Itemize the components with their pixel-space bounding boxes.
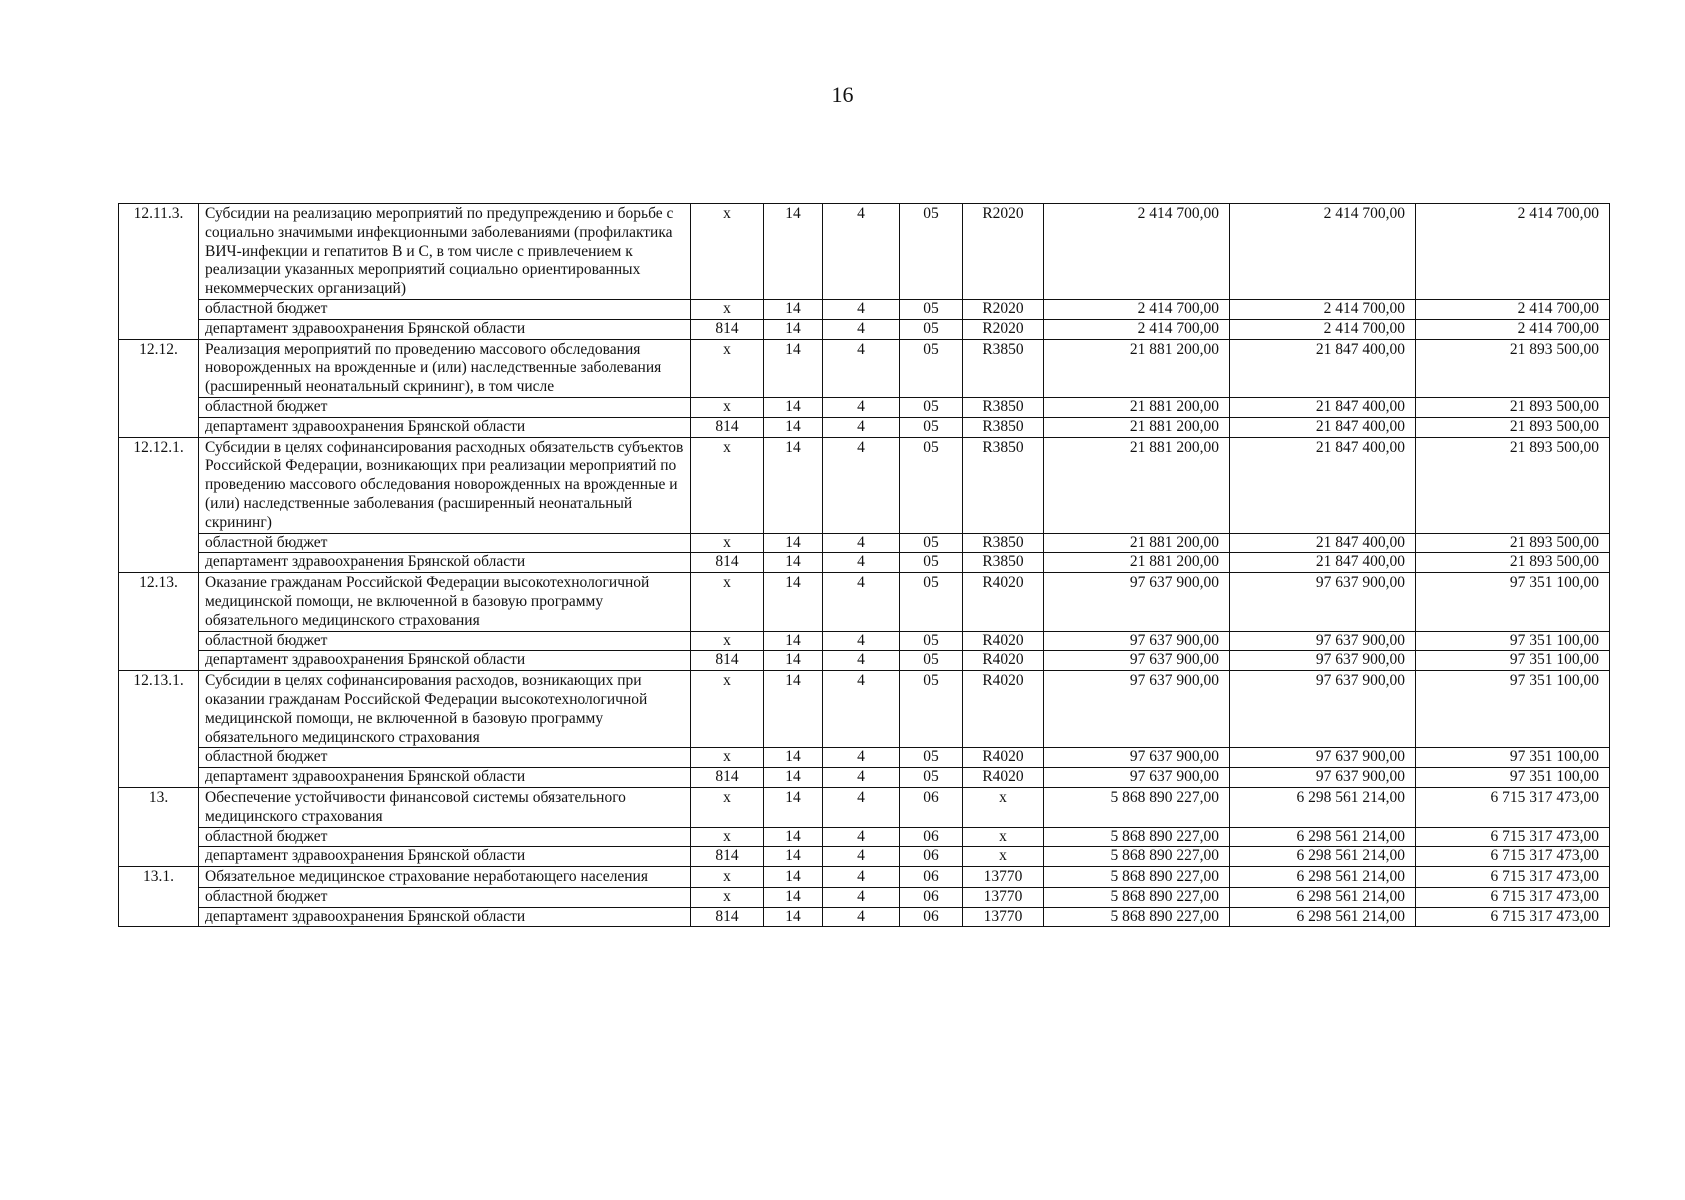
- amount-year-3: 97 351 100,00: [1416, 671, 1610, 748]
- item-number: 12.12.1.: [119, 437, 199, 573]
- table-row: [119, 339, 1610, 397]
- amount-year-2: 6 298 561 214,00: [1230, 867, 1416, 888]
- table-row: [119, 437, 1610, 533]
- table-row: [119, 651, 1610, 671]
- target-article-code: x: [963, 787, 1044, 827]
- section-code: 14: [764, 631, 823, 651]
- amount-year-3: 97 351 100,00: [1416, 631, 1610, 651]
- table-row: [119, 397, 1610, 417]
- amount-year-2: 6 298 561 214,00: [1230, 887, 1416, 907]
- grbs-code: 814: [691, 319, 764, 339]
- item-number: 12.12.: [119, 339, 199, 437]
- grbs-code: 814: [691, 768, 764, 788]
- amount-year-1: 97 637 900,00: [1044, 671, 1230, 748]
- item-name: департамент здравоохранения Брянской области: [199, 907, 691, 927]
- amount-year-1: 21 881 200,00: [1044, 553, 1230, 573]
- item-number: 13.: [119, 787, 199, 866]
- amount-year-3: 21 893 500,00: [1416, 397, 1610, 417]
- table-row: [119, 553, 1610, 573]
- table-row: [119, 887, 1610, 907]
- grbs-code: x: [691, 867, 764, 888]
- item-number: 12.11.3.: [119, 204, 199, 340]
- program-code: 06: [900, 867, 963, 888]
- amount-year-3: 21 893 500,00: [1416, 437, 1610, 533]
- amount-year-2: 97 637 900,00: [1230, 768, 1416, 788]
- amount-year-2: 21 847 400,00: [1230, 397, 1416, 417]
- amount-year-1: 5 868 890 227,00: [1044, 887, 1230, 907]
- amount-year-1: 2 414 700,00: [1044, 204, 1230, 300]
- amount-year-3: 97 351 100,00: [1416, 748, 1610, 768]
- program-code: 05: [900, 651, 963, 671]
- amount-year-1: 97 637 900,00: [1044, 748, 1230, 768]
- grbs-code: x: [691, 397, 764, 417]
- amount-year-3: 2 414 700,00: [1416, 319, 1610, 339]
- table-body: [119, 204, 1610, 927]
- amount-year-1: 5 868 890 227,00: [1044, 827, 1230, 847]
- amount-year-3: 6 715 317 473,00: [1416, 887, 1610, 907]
- program-code: 05: [900, 573, 963, 631]
- amount-year-3: 6 715 317 473,00: [1416, 867, 1610, 888]
- section-code: 14: [764, 339, 823, 397]
- section-code: 14: [764, 887, 823, 907]
- program-code: 05: [900, 768, 963, 788]
- amount-year-1: 21 881 200,00: [1044, 417, 1230, 437]
- amount-year-1: 97 637 900,00: [1044, 631, 1230, 651]
- item-number: 12.13.1.: [119, 671, 199, 788]
- section-code: 14: [764, 827, 823, 847]
- subsection-code: 4: [823, 437, 900, 533]
- amount-year-1: 5 868 890 227,00: [1044, 907, 1230, 927]
- target-article-code: 13770: [963, 887, 1044, 907]
- target-article-code: R2020: [963, 319, 1044, 339]
- target-article-code: R4020: [963, 631, 1044, 651]
- item-name: Реализация мероприятий по проведению массового обследования новорожденных на врожденные и (или) наследственные заболевания (расширенный неонатальный скрининг), в том числе: [199, 339, 691, 397]
- grbs-code: 814: [691, 417, 764, 437]
- target-article-code: 13770: [963, 867, 1044, 888]
- target-article-code: R3850: [963, 437, 1044, 533]
- page-number: 16: [831, 82, 854, 107]
- item-name: областной бюджет: [199, 631, 691, 651]
- section-code: 14: [764, 573, 823, 631]
- grbs-code: x: [691, 887, 764, 907]
- grbs-code: x: [691, 339, 764, 397]
- grbs-code: x: [691, 631, 764, 651]
- program-code: 05: [900, 748, 963, 768]
- item-name: Обеспечение устойчивости финансовой системы обязательного медицинского страхования: [199, 787, 691, 827]
- item-name: Субсидии на реализацию мероприятий по предупреждению и борьбе с социально значимыми инфекционными заболеваниями (профилактика ВИЧ-инфекции и гепатитов В и С, в том числе с привлечением к реализации указанных мероприятий социально ориентированных некоммерческих организаций): [199, 204, 691, 300]
- item-number: 13.1.: [119, 867, 199, 927]
- amount-year-3: 21 893 500,00: [1416, 553, 1610, 573]
- amount-year-2: 6 298 561 214,00: [1230, 847, 1416, 867]
- table-row: [119, 907, 1610, 927]
- amount-year-2: 6 298 561 214,00: [1230, 787, 1416, 827]
- subsection-code: 4: [823, 651, 900, 671]
- table-row: [119, 319, 1610, 339]
- amount-year-3: 6 715 317 473,00: [1416, 907, 1610, 927]
- item-name: департамент здравоохранения Брянской области: [199, 768, 691, 788]
- program-code: 05: [900, 631, 963, 651]
- amount-year-3: 6 715 317 473,00: [1416, 847, 1610, 867]
- target-article-code: R2020: [963, 204, 1044, 300]
- target-article-code: x: [963, 847, 1044, 867]
- grbs-code: x: [691, 299, 764, 319]
- grbs-code: x: [691, 787, 764, 827]
- program-code: 05: [900, 397, 963, 417]
- section-code: 14: [764, 299, 823, 319]
- grbs-code: x: [691, 671, 764, 748]
- amount-year-3: 97 351 100,00: [1416, 768, 1610, 788]
- subsection-code: 4: [823, 768, 900, 788]
- section-code: 14: [764, 787, 823, 827]
- item-name: департамент здравоохранения Брянской области: [199, 847, 691, 867]
- subsection-code: 4: [823, 533, 900, 553]
- item-name: Обязательное медицинское страхование неработающего населения: [199, 867, 691, 888]
- program-code: 05: [900, 533, 963, 553]
- amount-year-3: 21 893 500,00: [1416, 339, 1610, 397]
- section-code: 14: [764, 533, 823, 553]
- target-article-code: R3850: [963, 553, 1044, 573]
- subsection-code: 4: [823, 847, 900, 867]
- table-row: [119, 299, 1610, 319]
- amount-year-2: 6 298 561 214,00: [1230, 827, 1416, 847]
- grbs-code: x: [691, 748, 764, 768]
- budget-table: [118, 203, 1610, 927]
- subsection-code: 4: [823, 631, 900, 651]
- subsection-code: 4: [823, 867, 900, 888]
- program-code: 06: [900, 907, 963, 927]
- target-article-code: R4020: [963, 651, 1044, 671]
- grbs-code: 814: [691, 847, 764, 867]
- section-code: 14: [764, 847, 823, 867]
- table-row: [119, 417, 1610, 437]
- program-code: 05: [900, 671, 963, 748]
- amount-year-1: 21 881 200,00: [1044, 339, 1230, 397]
- amount-year-1: 21 881 200,00: [1044, 533, 1230, 553]
- amount-year-1: 21 881 200,00: [1044, 437, 1230, 533]
- table-row: [119, 204, 1610, 300]
- amount-year-1: 21 881 200,00: [1044, 397, 1230, 417]
- grbs-code: 814: [691, 651, 764, 671]
- target-article-code: R3850: [963, 417, 1044, 437]
- table-row: [119, 671, 1610, 748]
- amount-year-3: 6 715 317 473,00: [1416, 787, 1610, 827]
- section-code: 14: [764, 437, 823, 533]
- item-name: Субсидии в целях софинансирования расходных обязательств субъектов Российской Федерации, возникающих при реализации мероприятий по проведению массового обследования новорожденных на врожденные и (или) наследственные заболевания (расширенный неонатальный скрининг): [199, 437, 691, 533]
- program-code: 06: [900, 787, 963, 827]
- amount-year-2: 97 637 900,00: [1230, 748, 1416, 768]
- item-name: областной бюджет: [199, 748, 691, 768]
- section-code: 14: [764, 417, 823, 437]
- table-row: [119, 533, 1610, 553]
- table-row: [119, 867, 1610, 888]
- section-code: 14: [764, 907, 823, 927]
- target-article-code: R3850: [963, 339, 1044, 397]
- item-name: Субсидии в целях софинансирования расходов, возникающих при оказании гражданам Российской Федерации высокотехнологичной медицинской помощи, не включенной в базовую программу обязательного медицинского страхования: [199, 671, 691, 748]
- program-code: 05: [900, 339, 963, 397]
- section-code: 14: [764, 553, 823, 573]
- table-row: [119, 847, 1610, 867]
- table-row: [119, 827, 1610, 847]
- target-article-code: x: [963, 827, 1044, 847]
- subsection-code: 4: [823, 339, 900, 397]
- program-code: 06: [900, 847, 963, 867]
- amount-year-3: 2 414 700,00: [1416, 299, 1610, 319]
- amount-year-1: 2 414 700,00: [1044, 319, 1230, 339]
- grbs-code: x: [691, 437, 764, 533]
- section-code: 14: [764, 204, 823, 300]
- table-row: [119, 631, 1610, 651]
- subsection-code: 4: [823, 553, 900, 573]
- item-name: областной бюджет: [199, 299, 691, 319]
- target-article-code: 13770: [963, 907, 1044, 927]
- amount-year-2: 21 847 400,00: [1230, 533, 1416, 553]
- item-name: областной бюджет: [199, 827, 691, 847]
- amount-year-3: 97 351 100,00: [1416, 573, 1610, 631]
- target-article-code: R4020: [963, 573, 1044, 631]
- grbs-code: x: [691, 533, 764, 553]
- amount-year-2: 97 637 900,00: [1230, 671, 1416, 748]
- item-number: 12.13.: [119, 573, 199, 671]
- item-name: департамент здравоохранения Брянской области: [199, 319, 691, 339]
- section-code: 14: [764, 651, 823, 671]
- amount-year-2: 21 847 400,00: [1230, 553, 1416, 573]
- amount-year-2: 2 414 700,00: [1230, 204, 1416, 300]
- target-article-code: R4020: [963, 768, 1044, 788]
- subsection-code: 4: [823, 573, 900, 631]
- amount-year-2: 2 414 700,00: [1230, 319, 1416, 339]
- amount-year-1: 5 868 890 227,00: [1044, 867, 1230, 888]
- table-row: [119, 748, 1610, 768]
- section-code: 14: [764, 768, 823, 788]
- grbs-code: x: [691, 573, 764, 631]
- grbs-code: 814: [691, 553, 764, 573]
- amount-year-2: 2 414 700,00: [1230, 299, 1416, 319]
- program-code: 05: [900, 204, 963, 300]
- target-article-code: R3850: [963, 533, 1044, 553]
- subsection-code: 4: [823, 671, 900, 748]
- target-article-code: R2020: [963, 299, 1044, 319]
- amount-year-2: 6 298 561 214,00: [1230, 907, 1416, 927]
- amount-year-1: 97 637 900,00: [1044, 573, 1230, 631]
- amount-year-1: 5 868 890 227,00: [1044, 787, 1230, 827]
- program-code: 05: [900, 319, 963, 339]
- amount-year-1: 5 868 890 227,00: [1044, 847, 1230, 867]
- item-name: областной бюджет: [199, 533, 691, 553]
- program-code: 05: [900, 437, 963, 533]
- subsection-code: 4: [823, 319, 900, 339]
- amount-year-2: 97 637 900,00: [1230, 631, 1416, 651]
- program-code: 06: [900, 887, 963, 907]
- subsection-code: 4: [823, 204, 900, 300]
- grbs-code: x: [691, 204, 764, 300]
- subsection-code: 4: [823, 397, 900, 417]
- target-article-code: R4020: [963, 671, 1044, 748]
- amount-year-2: 21 847 400,00: [1230, 339, 1416, 397]
- subsection-code: 4: [823, 417, 900, 437]
- section-code: 14: [764, 671, 823, 748]
- section-code: 14: [764, 319, 823, 339]
- program-code: 05: [900, 299, 963, 319]
- item-name: департамент здравоохранения Брянской области: [199, 651, 691, 671]
- amount-year-3: 6 715 317 473,00: [1416, 827, 1610, 847]
- item-name: областной бюджет: [199, 887, 691, 907]
- amount-year-3: 21 893 500,00: [1416, 417, 1610, 437]
- amount-year-2: 97 637 900,00: [1230, 651, 1416, 671]
- amount-year-1: 97 637 900,00: [1044, 651, 1230, 671]
- amount-year-3: 97 351 100,00: [1416, 651, 1610, 671]
- section-code: 14: [764, 748, 823, 768]
- program-code: 05: [900, 553, 963, 573]
- item-name: областной бюджет: [199, 397, 691, 417]
- subsection-code: 4: [823, 299, 900, 319]
- subsection-code: 4: [823, 787, 900, 827]
- subsection-code: 4: [823, 907, 900, 927]
- program-code: 05: [900, 417, 963, 437]
- section-code: 14: [764, 867, 823, 888]
- amount-year-2: 21 847 400,00: [1230, 417, 1416, 437]
- subsection-code: 4: [823, 887, 900, 907]
- subsection-code: 4: [823, 827, 900, 847]
- table-row: [119, 573, 1610, 631]
- target-article-code: R3850: [963, 397, 1044, 417]
- target-article-code: R4020: [963, 748, 1044, 768]
- amount-year-2: 97 637 900,00: [1230, 573, 1416, 631]
- item-name: Оказание гражданам Российской Федерации высокотехнологичной медицинской помощи, не включенной в базовую программу обязательного медицинского страхования: [199, 573, 691, 631]
- amount-year-3: 2 414 700,00: [1416, 204, 1610, 300]
- table-row: [119, 768, 1610, 788]
- grbs-code: 814: [691, 907, 764, 927]
- program-code: 06: [900, 827, 963, 847]
- amount-year-1: 2 414 700,00: [1044, 299, 1230, 319]
- subsection-code: 4: [823, 748, 900, 768]
- item-name: департамент здравоохранения Брянской области: [199, 553, 691, 573]
- section-code: 14: [764, 397, 823, 417]
- grbs-code: x: [691, 827, 764, 847]
- amount-year-3: 21 893 500,00: [1416, 533, 1610, 553]
- amount-year-2: 21 847 400,00: [1230, 437, 1416, 533]
- amount-year-1: 97 637 900,00: [1044, 768, 1230, 788]
- table-row: [119, 787, 1610, 827]
- item-name: департамент здравоохранения Брянской области: [199, 417, 691, 437]
